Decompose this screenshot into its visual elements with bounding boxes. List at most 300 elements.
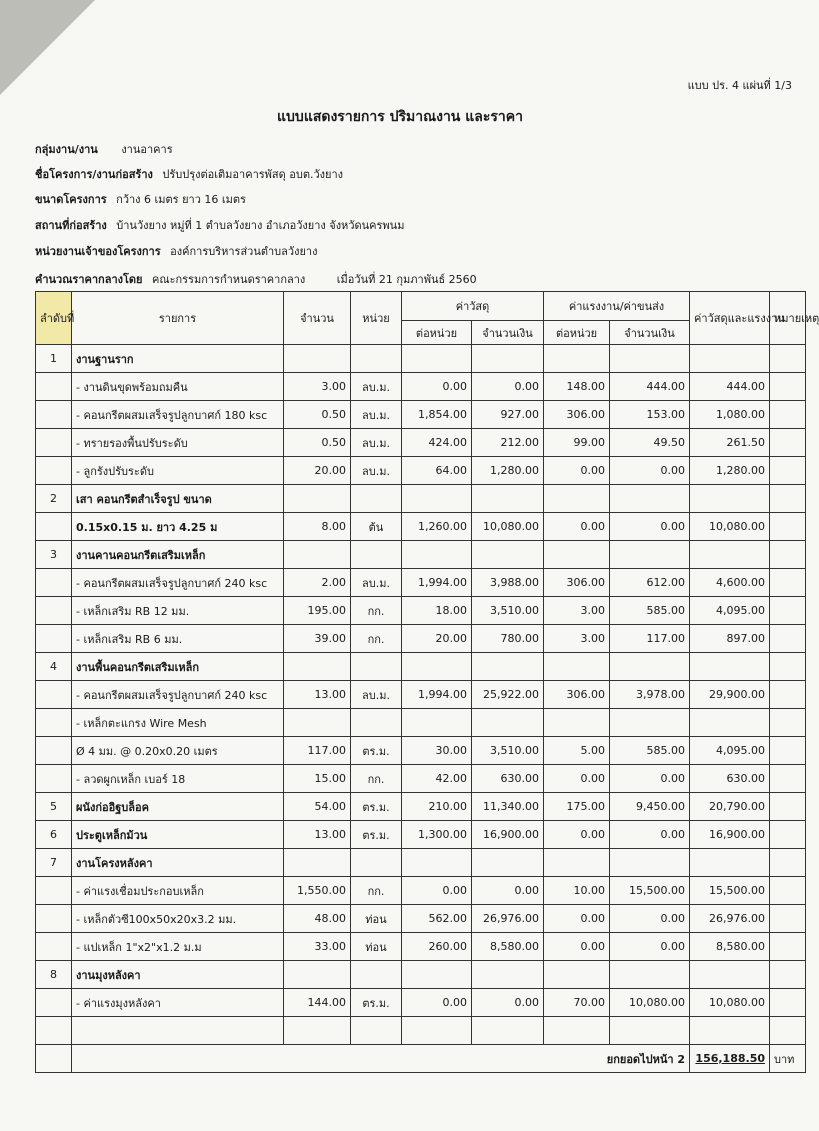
row-total: 630.00 [690, 765, 770, 793]
table-row [36, 709, 806, 737]
row-labor-amount: 49.50 [610, 429, 690, 457]
row-material-amount: 1,280.00 [472, 457, 544, 485]
row-material-unit-price: 1,994.00 [402, 569, 472, 597]
row-seq: 4 [36, 653, 72, 681]
row-material-unit-price [402, 345, 472, 373]
table-row [36, 457, 806, 485]
row-item: เสา คอนกรีตสำเร็จรูป ขนาด [72, 485, 284, 513]
row-unit: ท่อน [351, 933, 402, 961]
row-item: - ลวดผูกเหล็ก เบอร์ 18 [72, 765, 284, 793]
owner-label: หน่วยงานเจ้าของโครงการ [35, 245, 161, 258]
table-row [36, 345, 806, 373]
row-labor-amount: 585.00 [610, 597, 690, 625]
row-material-amount: 25,922.00 [472, 681, 544, 709]
row-material-unit-price [402, 849, 472, 877]
row-unit [351, 1017, 402, 1045]
row-labor-amount: 444.00 [610, 373, 690, 401]
row-unit: กก. [351, 765, 402, 793]
table-row [36, 569, 806, 597]
row-material-amount: 3,988.00 [472, 569, 544, 597]
row-labor-amount: 15,500.00 [610, 877, 690, 905]
row-labor-unit-price: 0.00 [544, 513, 610, 541]
row-item: งานฐานราก [72, 345, 284, 373]
carry-forward-row [36, 1045, 806, 1073]
header-unit: หน่วย [351, 292, 402, 345]
row-item: - เหล็กเสริม RB 6 มม. [72, 625, 284, 653]
row-seq: 2 [36, 485, 72, 513]
row-item: - คอนกรีตผสมเสร็จรูปลูกบาศก์ 240 ksc [72, 569, 284, 597]
row-material-amount: 630.00 [472, 765, 544, 793]
row-material-amount: 3,510.00 [472, 737, 544, 765]
table-row [36, 625, 806, 653]
row-item: งานมุงหลังคา [72, 961, 284, 989]
row-labor-amount: 585.00 [610, 737, 690, 765]
row-material-amount: 927.00 [472, 401, 544, 429]
row-labor-amount: 0.00 [610, 821, 690, 849]
row-item: - ค่าแรงเชื่อมประกอบเหล็ก [72, 877, 284, 905]
row-item [72, 1017, 284, 1045]
row-qty: 0.50 [284, 429, 351, 457]
row-unit: ลบ.ม. [351, 681, 402, 709]
row-seq [36, 457, 72, 485]
row-labor-amount [610, 541, 690, 569]
row-note [770, 401, 806, 429]
row-total: 4,095.00 [690, 597, 770, 625]
row-total: 10,080.00 [690, 513, 770, 541]
info-group [35, 140, 173, 158]
table-row [36, 793, 806, 821]
row-labor-unit-price [544, 849, 610, 877]
row-total: 4,095.00 [690, 737, 770, 765]
row-unit [351, 961, 402, 989]
project-value: ปรับปรุงต่อเติมอาคารพัสดุ อบต.วังยาง [162, 168, 344, 181]
row-labor-amount [610, 485, 690, 513]
row-unit: ลบ.ม. [351, 457, 402, 485]
project-label: ชื่อโครงการ/งานก่อสร้าง [35, 168, 153, 181]
row-seq [36, 1017, 72, 1045]
row-material-unit-price: 1,260.00 [402, 513, 472, 541]
row-labor-unit-price: 0.00 [544, 821, 610, 849]
row-unit: กก. [351, 877, 402, 905]
table-row [36, 737, 806, 765]
row-qty: 48.00 [284, 905, 351, 933]
row-labor-unit-price: 0.00 [544, 905, 610, 933]
row-total: 897.00 [690, 625, 770, 653]
row-material-unit-price: 0.00 [402, 373, 472, 401]
row-total: 29,900.00 [690, 681, 770, 709]
row-item: - คอนกรีตผสมเสร็จรูปลูกบาศก์ 180 ksc [72, 401, 284, 429]
row-seq [36, 401, 72, 429]
row-seq [36, 569, 72, 597]
header-item: รายการ [72, 292, 284, 345]
row-material-unit-price: 1,854.00 [402, 401, 472, 429]
row-material-unit-price: 424.00 [402, 429, 472, 457]
row-note [770, 345, 806, 373]
header-seq: ลำดับที่ [36, 292, 72, 345]
info-project [35, 165, 343, 183]
table-row [36, 961, 806, 989]
row-unit [351, 709, 402, 737]
row-material-amount: 212.00 [472, 429, 544, 457]
row-labor-unit-price [544, 653, 610, 681]
row-item: - เหล็กเสริม RB 12 มม. [72, 597, 284, 625]
row-item: งานคานคอนกรีตเสริมเหล็ก [72, 541, 284, 569]
date-label: เมื่อวันที่ [336, 273, 376, 286]
table-row [36, 877, 806, 905]
row-labor-amount [610, 849, 690, 877]
row-seq [36, 737, 72, 765]
document-title: แบบแสดงรายการ ปริมาณงาน และราคา [277, 109, 523, 125]
row-qty: 144.00 [284, 989, 351, 1017]
row-note [770, 373, 806, 401]
table-row [36, 485, 806, 513]
carry-forward-label: ยกยอดไปหน้า 2 [72, 1045, 690, 1073]
row-material-unit-price: 64.00 [402, 457, 472, 485]
table-row [36, 401, 806, 429]
table-row [36, 989, 806, 1017]
row-unit: ตร.ม. [351, 821, 402, 849]
row-note [770, 457, 806, 485]
row-total: 444.00 [690, 373, 770, 401]
row-total [690, 961, 770, 989]
row-labor-amount: 0.00 [610, 513, 690, 541]
row-unit [351, 849, 402, 877]
row-labor-unit-price [544, 345, 610, 373]
table-row [36, 821, 806, 849]
row-item: งานพื้นคอนกรีตเสริมเหล็ก [72, 653, 284, 681]
row-labor-unit-price [544, 709, 610, 737]
row-note [770, 653, 806, 681]
row-material-unit-price [402, 709, 472, 737]
row-material-unit-price [402, 653, 472, 681]
row-seq [36, 681, 72, 709]
row-labor-unit-price: 306.00 [544, 401, 610, 429]
row-item: ประตูเหล็กม้วน [72, 821, 284, 849]
row-material-unit-price: 30.00 [402, 737, 472, 765]
row-seq: 8 [36, 961, 72, 989]
row-seq [36, 989, 72, 1017]
row-total: 15,500.00 [690, 877, 770, 905]
row-unit [351, 653, 402, 681]
info-owner [35, 242, 317, 260]
row-seq [36, 765, 72, 793]
group-value: งานอาคาร [121, 143, 173, 156]
row-total [690, 345, 770, 373]
row-qty: 15.00 [284, 765, 351, 793]
row-unit: กก. [351, 597, 402, 625]
row-note [770, 625, 806, 653]
table-row [36, 933, 806, 961]
row-total: 1,280.00 [690, 457, 770, 485]
row-seq [36, 513, 72, 541]
row-labor-amount: 153.00 [610, 401, 690, 429]
row-labor-amount: 0.00 [610, 765, 690, 793]
row-note [770, 933, 806, 961]
row-labor-unit-price [544, 541, 610, 569]
row-labor-unit-price: 175.00 [544, 793, 610, 821]
row-seq: 3 [36, 541, 72, 569]
table-row [36, 765, 806, 793]
row-material-unit-price: 1,994.00 [402, 681, 472, 709]
row-qty: 2.00 [284, 569, 351, 597]
row-unit: ลบ.ม. [351, 429, 402, 457]
row-item: - งานดินขุดพร้อมถมคืน [72, 373, 284, 401]
group-label: กลุ่มงาน/งาน [35, 143, 98, 156]
row-note [770, 429, 806, 457]
row-labor-unit-price: 0.00 [544, 933, 610, 961]
row-qty: 13.00 [284, 681, 351, 709]
row-material-amount [472, 485, 544, 513]
row-labor-unit-price: 99.00 [544, 429, 610, 457]
row-item: - คอนกรีตผสมเสร็จรูปลูกบาศก์ 240 ksc [72, 681, 284, 709]
row-note [770, 1017, 806, 1045]
header-material: ค่าวัสดุ [402, 292, 544, 321]
table-row [36, 849, 806, 877]
row-qty: 54.00 [284, 793, 351, 821]
row-material-amount: 11,340.00 [472, 793, 544, 821]
form-number: แบบ ปร. 4 แผ่นที่ 1/3 [687, 79, 792, 92]
row-total [690, 653, 770, 681]
row-labor-unit-price: 306.00 [544, 681, 610, 709]
row-labor-unit-price: 0.00 [544, 457, 610, 485]
row-unit: ลบ.ม. [351, 569, 402, 597]
row-seq [36, 933, 72, 961]
header-material-amount: จำนวนเงิน [472, 321, 544, 345]
row-material-amount: 10,080.00 [472, 513, 544, 541]
row-material-amount [472, 653, 544, 681]
table-row [36, 597, 806, 625]
header-qty: จำนวน [284, 292, 351, 345]
row-labor-unit-price: 148.00 [544, 373, 610, 401]
row-total: 10,080.00 [690, 989, 770, 1017]
row-unit: ต้น [351, 513, 402, 541]
table-row [36, 513, 806, 541]
table-row [36, 373, 806, 401]
row-qty: 39.00 [284, 625, 351, 653]
header-row-1 [36, 292, 806, 321]
row-qty: 1,550.00 [284, 877, 351, 905]
info-location [35, 216, 404, 234]
row-material-unit-price: 260.00 [402, 933, 472, 961]
row-material-unit-price [402, 961, 472, 989]
row-labor-amount [610, 961, 690, 989]
row-note [770, 989, 806, 1017]
row-total [690, 709, 770, 737]
row-labor-amount: 0.00 [610, 905, 690, 933]
row-item: - ทรายรองพื้นปรับระดับ [72, 429, 284, 457]
carry-forward-value: 156,188.50 [690, 1045, 770, 1073]
row-labor-amount: 612.00 [610, 569, 690, 597]
row-qty: 20.00 [284, 457, 351, 485]
row-total: 8,580.00 [690, 933, 770, 961]
row-seq: 7 [36, 849, 72, 877]
row-qty: 8.00 [284, 513, 351, 541]
row-labor-amount [610, 709, 690, 737]
calc-label: คำนวณราคากลางโดย [35, 273, 143, 286]
row-seq [36, 597, 72, 625]
page-corner-shadow [0, 0, 95, 95]
row-material-unit-price: 210.00 [402, 793, 472, 821]
row-unit: กก. [351, 625, 402, 653]
info-calc [35, 270, 477, 288]
row-material-amount: 16,900.00 [472, 821, 544, 849]
row-total: 261.50 [690, 429, 770, 457]
header-labor-amount: จำนวนเงิน [610, 321, 690, 345]
row-total: 26,976.00 [690, 905, 770, 933]
row-labor-unit-price: 10.00 [544, 877, 610, 905]
row-total [690, 1017, 770, 1045]
row-labor-unit-price [544, 485, 610, 513]
row-labor-amount: 0.00 [610, 457, 690, 485]
row-qty: 0.50 [284, 401, 351, 429]
row-item: - ลูกรังปรับระดับ [72, 457, 284, 485]
row-material-unit-price: 1,300.00 [402, 821, 472, 849]
row-qty [284, 345, 351, 373]
row-material-amount [472, 1017, 544, 1045]
row-note [770, 569, 806, 597]
row-material-unit-price [402, 1017, 472, 1045]
row-seq: 6 [36, 821, 72, 849]
location-value: บ้านวังยาง หมู่ที่ 1 ตำบลวังยาง อำเภอวังยาง จังหวัดนครพนม [116, 219, 405, 232]
header-labor: ค่าแรงงาน/ค่าขนส่ง [544, 292, 690, 321]
row-labor-unit-price: 70.00 [544, 989, 610, 1017]
row-labor-unit-price: 3.00 [544, 625, 610, 653]
info-size [35, 190, 246, 208]
row-material-unit-price: 562.00 [402, 905, 472, 933]
calc-value: คณะกรรมการกำหนดราคากลาง [152, 273, 306, 286]
row-labor-amount: 117.00 [610, 625, 690, 653]
row-total: 16,900.00 [690, 821, 770, 849]
row-note [770, 905, 806, 933]
row-qty [284, 849, 351, 877]
row-material-amount: 0.00 [472, 877, 544, 905]
table-row [36, 429, 806, 457]
row-note [770, 709, 806, 737]
row-note [770, 793, 806, 821]
table-row [36, 905, 806, 933]
row-qty [284, 485, 351, 513]
row-material-amount [472, 961, 544, 989]
row-labor-amount [610, 345, 690, 373]
size-value: กว้าง 6 เมตร ยาว 16 เมตร [116, 193, 246, 206]
row-total [690, 541, 770, 569]
row-material-amount: 8,580.00 [472, 933, 544, 961]
row-unit [351, 485, 402, 513]
total-seq-cell [36, 1045, 72, 1073]
row-seq [36, 905, 72, 933]
currency-label: บาท [770, 1045, 806, 1073]
row-note [770, 961, 806, 989]
row-material-unit-price: 20.00 [402, 625, 472, 653]
row-note [770, 765, 806, 793]
row-item: - ค่าแรงมุงหลังคา [72, 989, 284, 1017]
row-qty [284, 1017, 351, 1045]
row-material-amount [472, 345, 544, 373]
row-qty: 195.00 [284, 597, 351, 625]
date-value: 21 กุมภาพันธ์ 2560 [378, 273, 477, 286]
row-note [770, 541, 806, 569]
row-item: Ø 4 มม. @ 0.20x0.20 เมตร [72, 737, 284, 765]
row-labor-amount: 9,450.00 [610, 793, 690, 821]
row-seq [36, 429, 72, 457]
row-seq: 1 [36, 345, 72, 373]
row-qty [284, 709, 351, 737]
row-labor-unit-price: 5.00 [544, 737, 610, 765]
table-row [36, 653, 806, 681]
row-material-amount: 0.00 [472, 373, 544, 401]
row-item: 0.15x0.15 ม. ยาว 4.25 ม [72, 513, 284, 541]
row-seq: 5 [36, 793, 72, 821]
row-material-amount: 3,510.00 [472, 597, 544, 625]
row-material-unit-price: 18.00 [402, 597, 472, 625]
row-material-amount: 780.00 [472, 625, 544, 653]
row-qty: 33.00 [284, 933, 351, 961]
row-total: 20,790.00 [690, 793, 770, 821]
row-qty [284, 541, 351, 569]
row-labor-unit-price [544, 1017, 610, 1045]
row-item: - เหล็กตะแกรง Wire Mesh [72, 709, 284, 737]
header-material-unit-price: ต่อหน่วย [402, 321, 472, 345]
row-note [770, 681, 806, 709]
row-material-amount [472, 849, 544, 877]
row-total: 1,080.00 [690, 401, 770, 429]
row-labor-unit-price: 3.00 [544, 597, 610, 625]
location-label: สถานที่ก่อสร้าง [35, 219, 107, 232]
header-total: ค่าวัสดุและแรงงาน [690, 292, 770, 345]
row-qty [284, 961, 351, 989]
row-material-unit-price [402, 485, 472, 513]
row-material-amount: 26,976.00 [472, 905, 544, 933]
row-note [770, 485, 806, 513]
row-seq [36, 877, 72, 905]
row-item: งานโครงหลังคา [72, 849, 284, 877]
row-unit [351, 345, 402, 373]
row-seq [36, 709, 72, 737]
row-total [690, 485, 770, 513]
size-label: ขนาดโครงการ [35, 193, 107, 206]
row-material-unit-price [402, 541, 472, 569]
table-row [36, 541, 806, 569]
owner-value: องค์การบริหารส่วนตำบลวังยาง [170, 245, 318, 258]
row-qty: 117.00 [284, 737, 351, 765]
row-labor-amount [610, 653, 690, 681]
row-total: 4,600.00 [690, 569, 770, 597]
row-unit: ลบ.ม. [351, 401, 402, 429]
row-material-unit-price: 0.00 [402, 877, 472, 905]
header-note: หมายเหตุ [770, 292, 806, 345]
row-item: ผนังก่ออิฐบล็อค [72, 793, 284, 821]
row-item: - เหล็กตัวซี100x50x20x3.2 มม. [72, 905, 284, 933]
row-labor-amount: 10,080.00 [610, 989, 690, 1017]
row-qty [284, 653, 351, 681]
row-labor-unit-price: 0.00 [544, 765, 610, 793]
row-unit: ตร.ม. [351, 737, 402, 765]
row-note [770, 821, 806, 849]
row-seq [36, 625, 72, 653]
row-note [770, 737, 806, 765]
row-labor-unit-price [544, 961, 610, 989]
table-row [36, 1017, 806, 1045]
row-labor-amount: 3,978.00 [610, 681, 690, 709]
row-unit: ตร.ม. [351, 989, 402, 1017]
row-material-unit-price: 0.00 [402, 989, 472, 1017]
row-qty: 13.00 [284, 821, 351, 849]
row-total [690, 849, 770, 877]
row-note [770, 597, 806, 625]
row-labor-amount [610, 1017, 690, 1045]
row-labor-amount: 0.00 [610, 933, 690, 961]
row-material-amount: 0.00 [472, 989, 544, 1017]
